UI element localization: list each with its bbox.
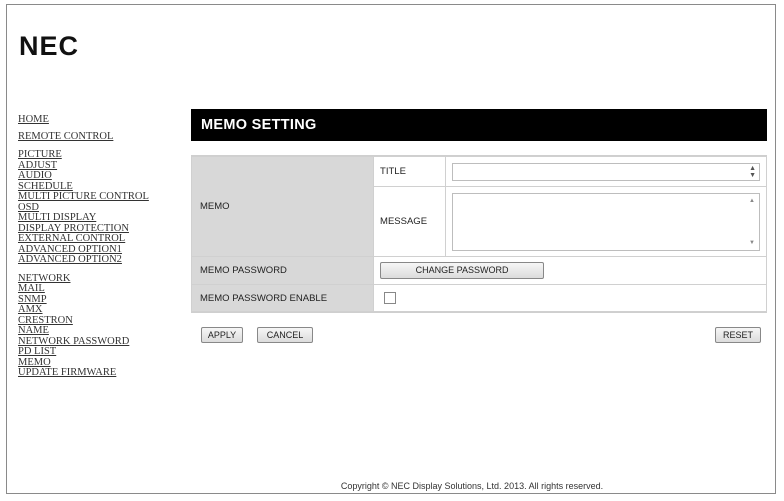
nav-link-multi-display[interactable]: MULTI DISPLAY [18,212,97,223]
change-password-button[interactable]: CHANGE PASSWORD [380,262,544,279]
nec-logo: NEC [19,31,80,61]
nav-link-update-firmware[interactable]: UPDATE FIRMWARE [18,367,117,378]
nav-group-network [18,274,149,379]
nav-link-memo[interactable]: MEMO [18,356,51,368]
nav-link-picture[interactable]: PICTURE [18,149,62,160]
title-input[interactable] [452,163,760,181]
browser-frame [6,4,776,494]
main-content [191,109,767,357]
nav-link-adjust[interactable]: ADJUST [18,159,58,171]
memo-password-enable-label: MEMO PASSWORD ENABLE [192,285,374,312]
nav-link-crestron[interactable]: CRESTRON [18,314,73,326]
nav-link-multi-picture-control[interactable]: MULTI PICTURE CONTROL [18,191,149,202]
nav-link-advanced-option1[interactable]: ADVANCED OPTION1 [18,243,122,255]
nav-link-mail[interactable]: MAIL [18,283,45,294]
nav-link-home[interactable]: HOME [18,114,49,125]
memo-label: MEMO [192,157,374,257]
nav-link-osd[interactable]: OSD [18,201,40,213]
scroll-up-icon[interactable]: ▲ [749,197,755,204]
copyright-footer [7,481,777,491]
nav-link-pd-list[interactable]: PD LIST [18,346,57,357]
cancel-button[interactable]: CANCEL [257,327,313,343]
memo-settings-table [191,156,767,312]
copyright-text: Copyright © NEC Display Solutions, Ltd. 2013. All rights reserved. [340,481,604,491]
message-textarea[interactable] [452,193,760,251]
nav-group-display [18,150,149,266]
nav-link-name[interactable]: NAME [18,325,49,336]
memo-password-label: MEMO PASSWORD [192,257,374,285]
sidebar-nav [18,115,149,387]
nav-link-external-control[interactable]: EXTERNAL CONTROL [18,233,126,244]
scroll-down-icon[interactable]: ▼ [749,239,755,246]
nav-link-remote-control[interactable]: REMOTE CONTROL [18,130,114,142]
spinner-icon[interactable]: ▲ ▼ [749,164,756,179]
nav-link-amx[interactable]: AMX [18,304,43,315]
nav-link-schedule[interactable]: SCHEDULE [18,180,73,192]
apply-button[interactable]: APPLY [201,327,243,343]
nav-link-display-protection[interactable]: DISPLAY PROTECTION [18,222,129,234]
page-title: MEMO SETTING [191,109,767,141]
title-label: TITLE [374,157,446,187]
nav-link-network[interactable]: NETWORK [18,272,71,284]
nav-group-home [18,115,149,142]
nav-link-advanced-option2[interactable]: ADVANCED OPTION2 [18,254,122,265]
action-bar [191,327,767,357]
reset-button[interactable]: RESET [715,327,761,343]
message-label: MESSAGE [374,187,446,257]
nav-link-snmp[interactable]: SNMP [18,293,47,305]
nav-link-network-password[interactable]: NETWORK PASSWORD [18,335,130,347]
password-enable-checkbox[interactable] [384,292,396,304]
memo-form [191,155,767,313]
nav-link-audio[interactable]: AUDIO [18,170,52,181]
